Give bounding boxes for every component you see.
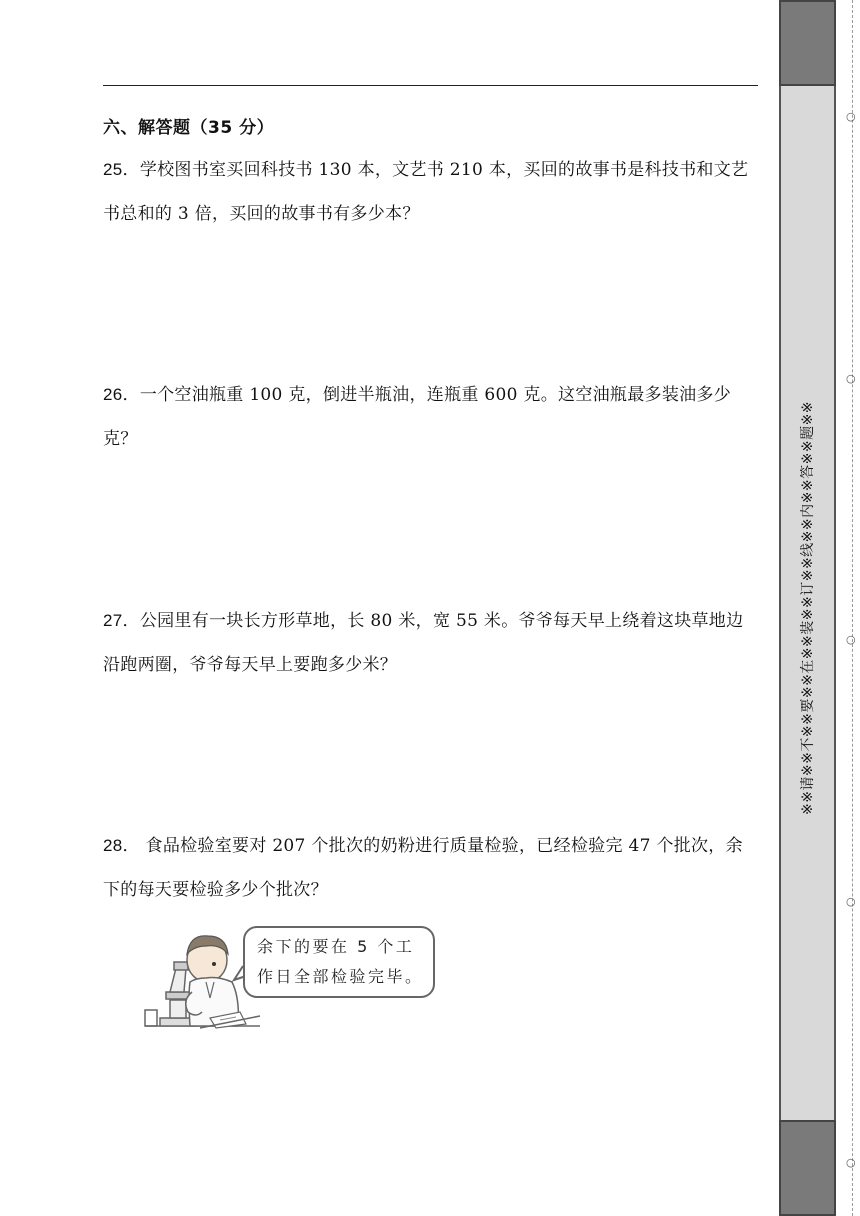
binding-strip-bottom-block xyxy=(779,1120,836,1216)
question-number: 27． xyxy=(103,611,140,630)
question-text: 学校图书室买回科技书 130 本，文艺书 210 本，买回的故事书是科技书和文艺书总和的 3 倍，买回的故事书有多少本？ xyxy=(103,160,749,224)
question-text: 公园里有一块长方形草地，长 80 米，宽 55 米。爷爷每天早上绕着这块草地边沿跑两圈，爷爷每天早上要跑多少米？ xyxy=(103,611,744,675)
question-number: 26． xyxy=(103,385,140,404)
question-26 xyxy=(103,373,758,461)
cut-mark: ○ xyxy=(846,895,856,908)
binding-strip-warning: ※※请※※不※※要※※在※※装※※订※※线※※内※※答※※题※※ xyxy=(800,400,816,816)
section-title: 六、解答题（35 分） xyxy=(103,118,275,138)
question-number: 28． xyxy=(103,836,140,855)
binding-strip-top-block xyxy=(779,0,836,86)
header-rule xyxy=(103,85,758,86)
cut-mark: ○ xyxy=(846,372,856,385)
question-text: 一个空油瓶重 100 克，倒进半瓶油，连瓶重 600 克。这空油瓶最多装油多少克？ xyxy=(103,385,732,449)
speech-line-1: 余下的要在 5 个工 xyxy=(257,937,415,956)
question-27 xyxy=(103,599,758,687)
question-number: 25． xyxy=(103,160,140,179)
cut-mark: ○ xyxy=(846,110,856,123)
cut-mark: ○ xyxy=(846,1156,856,1169)
question-28 xyxy=(103,824,758,912)
speech-bubble xyxy=(243,926,435,998)
question-text: 食品检验室要对 207 个批次的奶粉进行质量检验，已经检验完 47 个批次，余下的每天要检验多少个批次？ xyxy=(103,836,743,900)
cut-mark: ○ xyxy=(846,633,856,646)
question-25 xyxy=(103,148,758,236)
speech-line-2: 作日全部检验完毕。 xyxy=(257,967,424,986)
cut-line xyxy=(852,0,854,1216)
